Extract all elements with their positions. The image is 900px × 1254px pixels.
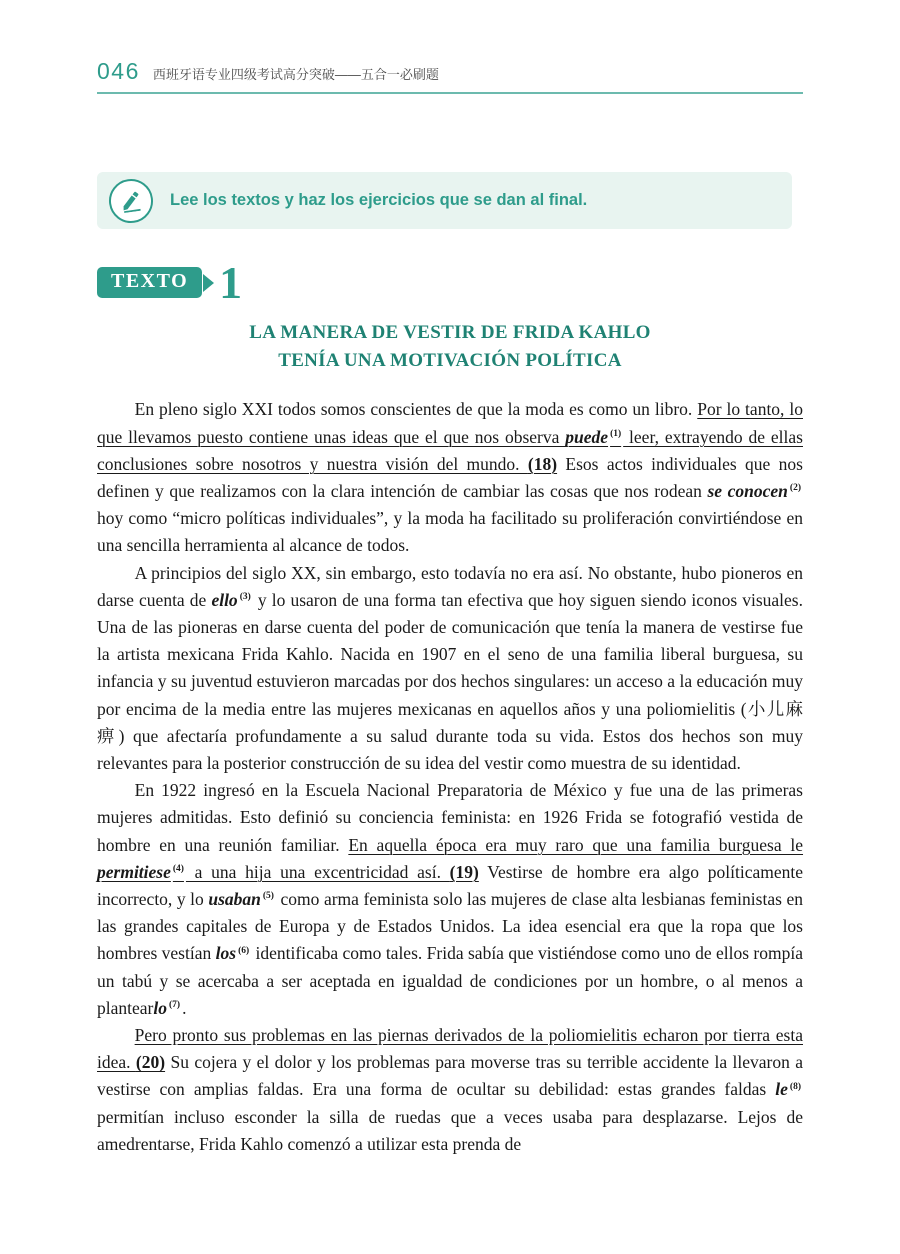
blank-number: (3) [239, 591, 251, 602]
text-run: En pleno siglo XXI todos somos conscientes de que la moda es como un libro. [134, 399, 698, 420]
instruction-text: Lee los textos y haz los ejercicios que se dan al final. [170, 191, 588, 209]
blank-number: (6) [238, 945, 250, 956]
question-marker: (19) [449, 861, 479, 882]
text-run: a una hija una excentricidad así. [185, 861, 450, 882]
texto-heading [97, 257, 803, 308]
texto-arrow-icon [203, 274, 214, 292]
text-run: hoy como “micro políticas individuales”, y la moda ha facilitado su proliferación convirtiéndose en una sencilla herramienta al alcance de todos. [97, 508, 803, 556]
article-body [97, 396, 803, 1158]
blank-word: le [775, 1079, 788, 1100]
page-header [97, 0, 803, 85]
texto-badge: TEXTO [97, 267, 202, 298]
paragraph [97, 396, 803, 559]
article-title [97, 319, 803, 375]
text-run: como arma feminista solo las mujeres de clase alta lesbianas feministas en las grandes capitales de Europa y de Estados Unidos. La idea esencial era que la ropa que los hombres vestían [97, 889, 803, 964]
blank-number: (5) [262, 891, 274, 902]
instruction-banner [97, 172, 792, 229]
blank-word: ello [211, 589, 238, 610]
paragraph [97, 560, 803, 778]
question-marker: (20) [135, 1052, 166, 1073]
blank-number: (2) [789, 483, 801, 494]
text-run: leer, extrayendo de ellas conclusiones sobre nosotros y nuestra visión del mundo. [97, 426, 803, 474]
article-title-line1: LA MANERA DE VESTIR DE FRIDA KAHLO [249, 322, 651, 344]
blank-word: puede [565, 426, 609, 447]
text-run: Esos actos individuales que nos definen y que realizamos con la clara intención de cambiar las cosas que nos rodean [97, 453, 803, 501]
book-title: 西班牙语专业四级考试高分突破——五合一必刷题 [152, 67, 439, 82]
blank-number: (8) [789, 1081, 801, 1092]
text-run: Pero pronto sus problemas en las piernas derivados de la poliomielitis echaron por tierra esta idea. [97, 1025, 803, 1073]
texto-number: 1 [219, 257, 243, 308]
paragraph [97, 777, 803, 1022]
blank-word: se conocen [707, 481, 788, 501]
text-run: A principios del siglo XX, sin embargo, esto todavía no era así. No obstante, hubo pioneros en darse cuenta de [97, 562, 803, 610]
text-run: Su cojera y el dolor y los problemas para moverse tras su terrible accidente la llevaron a vestirse con amplias faldas. Era una forma de ocultar su debilidad: estas grandes faldas [97, 1052, 803, 1100]
text-run: En aquella época era muy raro que una familia burguesa le [348, 834, 804, 855]
blank-word: los [215, 943, 237, 964]
page-number: 046 [97, 58, 140, 84]
blank-word: permitiese [97, 861, 171, 882]
text-run: En 1922 ingresó en la Escuela Nacional Preparatoria de México y fue una de las primeras mujeres admitidas. Esto definió su conciencia feminista: en 1926 Frida se fotografió vestida de hombre en una reunión familiar. [97, 780, 803, 855]
blank-number: (1) [610, 428, 622, 439]
text-run: permitían incluso esconder la silla de ruedas que a veces usaba para desplazarse. Lejos de amedrentarse, Frida Kahlo comenzó a utilizar esta prenda de [97, 1106, 803, 1154]
text-run: Por lo tanto, lo que llevamos puesto contiene unas ideas que el que nos observa [97, 399, 803, 447]
blank-word: usaban [208, 889, 261, 910]
text-run: identificaba como tales. Frida sabía que vistiéndose como uno de ellos rompía un tabú y se acercaba a ser aceptada en igualdad de condiciones por un hombre, o al menos a plantear [97, 943, 804, 1018]
text-run: Vestirse de hombre era algo políticamente incorrecto, y lo [97, 861, 804, 910]
pencil-icon [106, 176, 156, 226]
article-title-line2: TENÍA UNA MOTIVACIÓN POLÍTICA [278, 350, 622, 372]
blank-word: lo [153, 997, 167, 1018]
question-marker: (18) [527, 453, 558, 474]
text-run: y lo usaron de una forma tan efectiva que hoy siguen siendo iconos visuales. Una de las pioneras en darse cuenta del poder de comunicación que tenía la manera de vestirse fue la artista mexicana Frida Kahlo. Nacida en 1907 en el seno de una familia liberal burguesa, su infancia y su juventud estuvieron marcadas por dos hechos singulares: un acceso a la educación muy por encima de la media entre las mujeres mexicanas en aquellos años y una poliomielitis (小儿麻痹) que afectaría profundamente a su salud durante toda su vida. Estos dos hechos son muy relevantes para la posterior construcción de su idea del vestir como muestra de su identidad. [97, 589, 803, 774]
blank-number: (4) [172, 864, 184, 875]
header-divider [97, 92, 803, 94]
paragraph [97, 1022, 803, 1158]
blank-number: (7) [168, 1000, 181, 1011]
text-run: . [182, 997, 187, 1018]
